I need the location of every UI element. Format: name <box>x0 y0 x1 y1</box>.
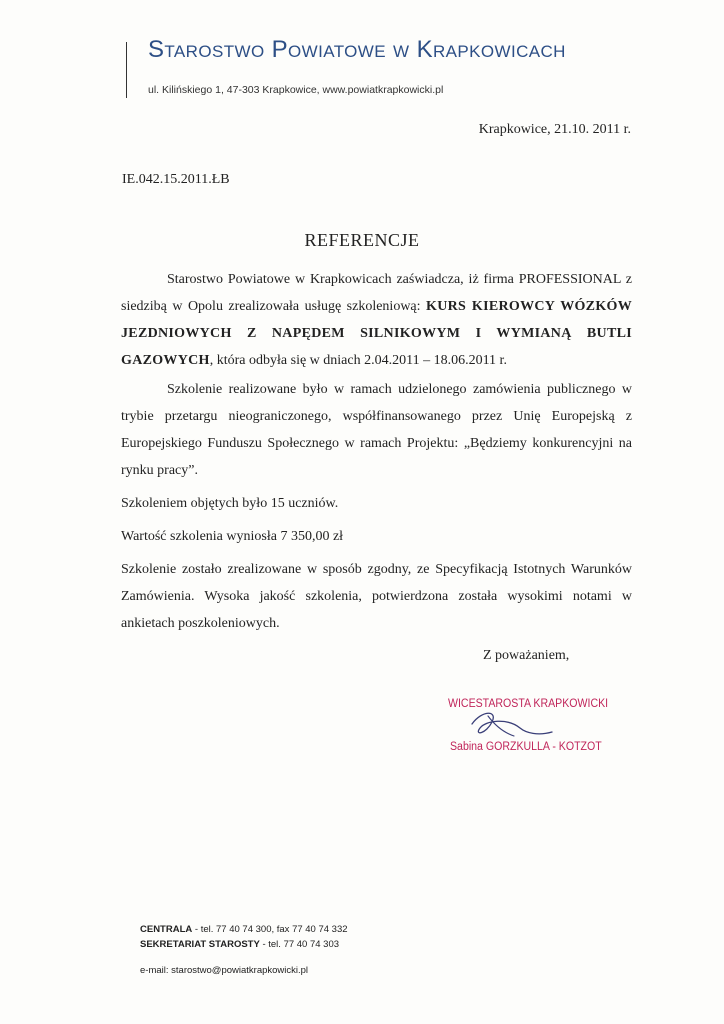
footer-central <box>140 922 348 937</box>
students-line: Szkoleniem objętych było 15 uczniów. <box>121 496 339 511</box>
footer <box>140 922 348 978</box>
reference-number: IE.042.15.2011.ŁB <box>122 172 230 187</box>
paragraph-1 <box>121 266 632 374</box>
footer-central-label: CENTRALA <box>140 924 193 935</box>
paragraph-2: Szkolenie realizowane było w ramach udzielonego zamówienia publicznego w trybie przetargu nieograniczonego, współfinansowanego przez Unię Europejską z Europejskiego Funduszu Społecznego w ramach Projektu: „Będziemy konkurencyjni na rynku pracy”. <box>121 382 632 478</box>
stamp-title: WICESTAROSTA KRAPKOWICKI <box>448 698 609 710</box>
footer-secretariat-label: SEKRETARIAT STAROSTY <box>140 939 260 950</box>
footer-email: e-mail: starostwo@powiatkrapkowicki.pl <box>140 965 309 976</box>
footer-secretariat-text: - tel. 77 40 74 303 <box>259 939 340 950</box>
document-date: Krapkowice, 21.10. 2011 r. <box>478 122 631 137</box>
paragraph-1-intro: Starostwo Powiatowe w Krapkowicach zaświadcza, iż firma PROFESSIONAL z siedzibą w Opolu zrealizowała usługę szkoleniową: <box>121 272 632 314</box>
letterhead-address: ul. Kilińskiego 1, 47-303 Krapkowice, www.powiatkrapkowicki.pl <box>148 84 444 96</box>
closing-phrase: Z poważaniem, <box>483 648 570 663</box>
value-line: Wartość szkolenia wyniosła 7 350,00 zł <box>121 529 344 544</box>
footer-secretariat <box>140 937 348 952</box>
letter-body <box>121 266 632 637</box>
letterhead-title: Starostwo Powiatowe w Krapkowicach <box>148 36 566 63</box>
handwritten-signature <box>468 706 558 746</box>
stamp-name: Sabina GORZKULLA - KOTZOT <box>450 741 602 753</box>
document-title: REFERENCJE <box>304 230 420 250</box>
course-name: KURS KIEROWCY WÓZKÓW JEZDNIOWYCH Z NAPĘDEM SILNIKOWYM I WYMIANĄ BUTLI GAZOWYCH <box>121 299 633 368</box>
letterhead-divider <box>126 42 127 98</box>
paragraph-3: Szkolenie zostało zrealizowane w sposób zgodny, ze Specyfikacją Istotnych Warunków Zamówienia. Wysoka jakość szkolenia, potwierdzona została wysokimi notami w ankietach poszkoleniowych. <box>121 562 632 631</box>
paragraph-1-dates: , która odbyła się w dniach 2.04.2011 – 18.06.2011 r. <box>209 353 507 368</box>
footer-central-text: - tel. 77 40 74 300, fax 77 40 74 332 <box>192 924 348 935</box>
